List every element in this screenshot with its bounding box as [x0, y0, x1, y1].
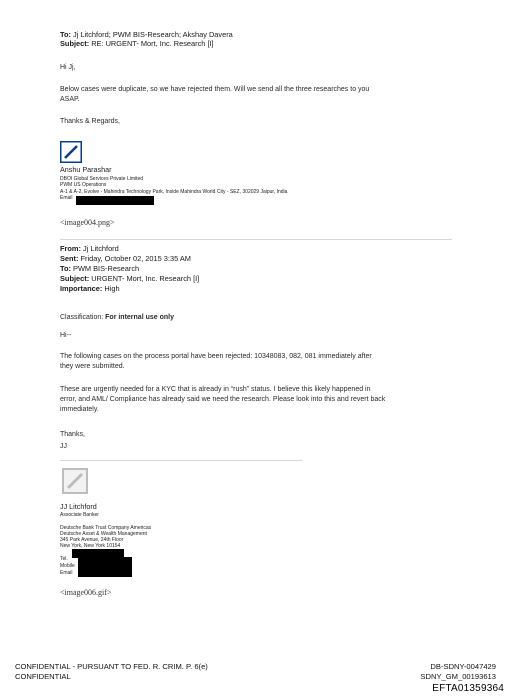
reply-to-label: To: [60, 30, 71, 39]
signature1-image-placeholder: <image004.png> [60, 218, 115, 227]
footer-sdny-number: SDNY_GM_00193613 [420, 672, 496, 681]
reply-subject-line [60, 39, 214, 48]
reply-body-line1: Below cases were duplicate, so we have rejected them. Will we send all the three researches to you [60, 86, 370, 93]
original-sent-value: Friday, October 02, 2015 3:35 AM [80, 254, 191, 263]
classification-line [60, 313, 174, 322]
signature2-tel-label: Tel. [60, 556, 68, 562]
original-from-label: From: [60, 244, 81, 253]
reply-closing: Thanks & Regards, [60, 118, 120, 125]
signature2-city: New York, New York 10154 [60, 543, 121, 549]
reply-subject-value: RE: URGENT- Mort, Inc. Research [I] [91, 39, 214, 48]
signature2-name: JJ Litchford [60, 502, 97, 511]
signature2-title: Associate Banker [60, 512, 99, 518]
reply-body-line2: ASAP. [60, 96, 80, 103]
original-to-label: To: [60, 264, 71, 273]
original-para1-line1: The following cases on the process portal have been rejected: 10348083, 082, 081 immediately after [60, 353, 372, 360]
original-subject-value: URGENT- Mort, Inc. Research [I] [91, 274, 200, 283]
signature-divider [60, 460, 302, 461]
deutsche-bank-gray-logo-icon [62, 468, 88, 494]
footer-efta-number: EFTA01359364 [432, 683, 504, 694]
footer-bates-number: DB-SDNY-0047429 [430, 662, 496, 671]
classification-label: Classification: [60, 314, 104, 321]
original-closing: Thanks, [60, 431, 85, 438]
classification-value: For internal use only [105, 314, 174, 321]
reply-greeting: Hi Jj, [60, 64, 76, 71]
signature1-email-redaction [76, 196, 154, 205]
original-para1-line2: they were submitted. [60, 363, 125, 370]
original-to-line [60, 264, 139, 273]
signature2-mobile-email-redaction [78, 557, 132, 577]
original-para2-line2: error, and AML/ Compliance has already said we need the research. Please look into this and revert back [60, 396, 386, 403]
signature1-company: DBOI Global Services Private Limited [60, 176, 144, 182]
signature1-name: Anshu Parashar [60, 165, 112, 174]
original-para2-line3: immediately. [60, 406, 99, 413]
reply-subject-label: Subject: [60, 39, 90, 48]
message-divider [60, 239, 452, 240]
original-from-line [60, 244, 119, 253]
original-to-value: PWM BIS-Research [73, 264, 140, 273]
signature2-street: 345 Park Avenue, 24th Floor [60, 537, 124, 543]
deutsche-bank-logo-icon [60, 141, 82, 163]
original-subject-line [60, 274, 199, 283]
footer-confidential-line2: CONFIDENTIAL [15, 672, 71, 681]
original-importance-label: Importance: [60, 284, 103, 293]
signature2-company: Deutsche Bank Trust Company Americas [60, 525, 152, 531]
original-greeting: Hi-- [60, 332, 72, 339]
original-from-value: Jj Litchford [83, 244, 119, 253]
original-sent-label: Sent: [60, 254, 79, 263]
signature1-dept: PWM US Operations [60, 182, 107, 188]
original-para2-line1: These are urgently needed for a KYC that is already in “rush” status. I believe this likely happened in [60, 386, 371, 393]
original-subject-label: Subject: [60, 274, 90, 283]
footer-confidential-line1: CONFIDENTIAL - PURSUANT TO FED. R. CRIM. P. 6(e) [15, 662, 208, 671]
signature2-email-label: Email [60, 570, 73, 576]
reply-to-line [60, 30, 233, 39]
original-sent-line [60, 254, 191, 263]
reply-to-value: Jj Litchford; PWM BIS-Research; Akshay Davera [73, 30, 233, 39]
signature2-mobile-label: Mobile [60, 563, 75, 569]
original-importance-line [60, 284, 120, 293]
signature1-address: A-1 & A-2, Evolve - Mahindra Technology Park, Inside Mahindra World City - SEZ, 302029 Jaipur, India [60, 189, 288, 195]
original-initials: JJ [60, 443, 67, 450]
signature2-image-placeholder: <image006.gif> [60, 588, 112, 597]
original-importance-value: High [104, 284, 120, 293]
signature2-division: Deutsche Asset & Wealth Management [60, 531, 147, 537]
signature1-email-label: Email [60, 195, 73, 201]
